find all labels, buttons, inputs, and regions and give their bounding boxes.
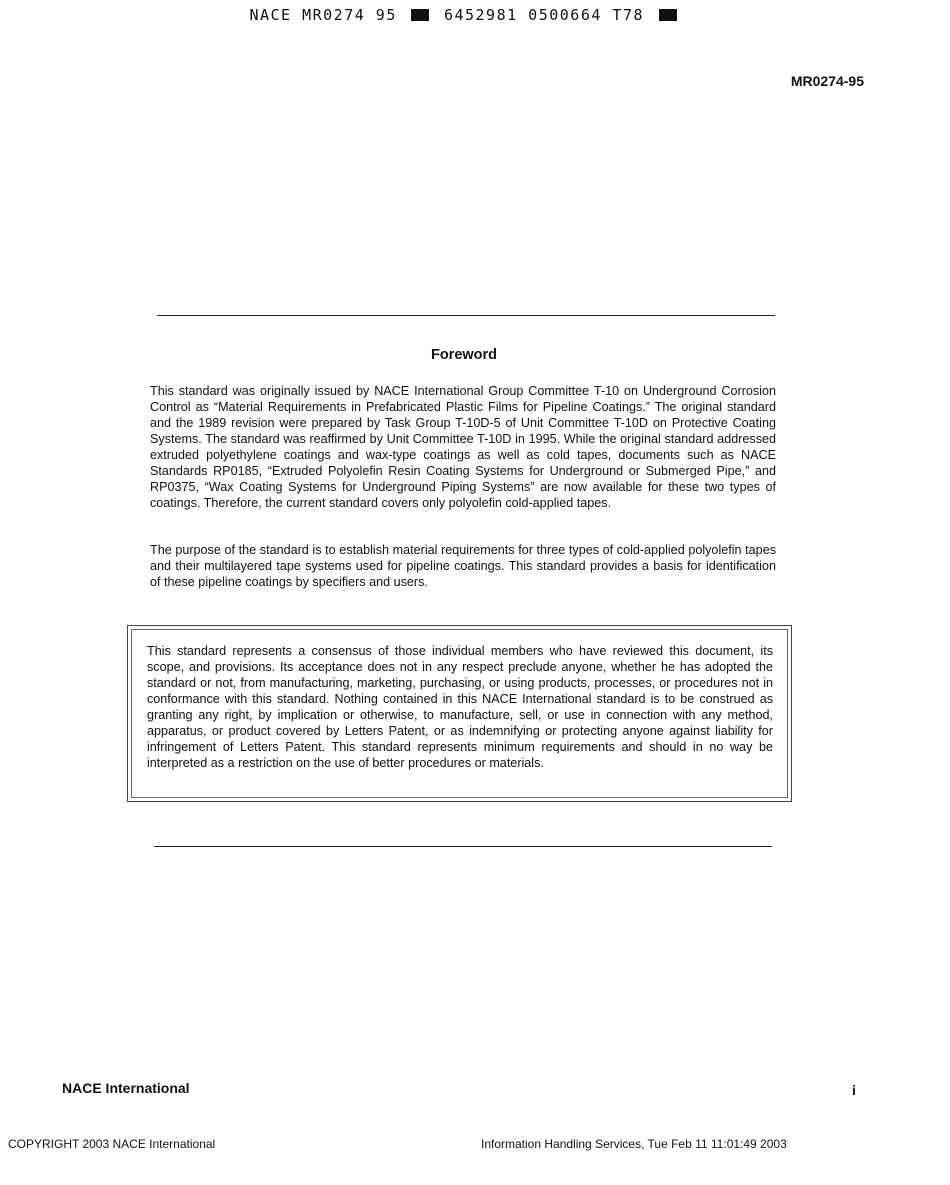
- top-divider: [157, 315, 775, 316]
- footer-organization: NACE International: [62, 1080, 190, 1096]
- page-number: i: [852, 1082, 856, 1098]
- bottom-divider: [154, 846, 772, 847]
- foreword-title: Foreword: [430, 347, 498, 363]
- ihs-timestamp: Information Handling Services, Tue Feb 11 11:01:49 2003: [481, 1137, 787, 1151]
- foreword-paragraph-2: The purpose of the standard is to establish material requirements for three types of cold-applied polyolefin tapes and their multilayered tape systems used for pipeline coatings. This standard provides a basis for identification of these pipeline coatings by specifiers and users.: [150, 543, 776, 589]
- redaction-block: [411, 9, 429, 21]
- scan-header: [0, 6, 930, 24]
- copyright-notice: COPYRIGHT 2003 NACE International: [8, 1137, 216, 1151]
- foreword-paragraph-1: This standard was originally issued by NACE International Group Committee T-10 on Underground Corrosion Control as “Material Requirements in Prefabricated Plastic Films for Pipeline Coatings.” The original standard and the 1989 revision were prepared by Task Group T-10D-5 of Unit Committee T-10D on Protective Coating Systems. The standard was reaffirmed by Unit Committee T-10D in 1995. While the original standard addressed extruded polyethylene coatings and wax-type coatings as well as cold tapes, documents such as NACE Standards RP0185, “Extruded Polyolefin Resin Coating Systems for Underground or Submerged Pipe,” and RP0375, “Wax Coating Systems for Underground Piping Systems” are now available for these two types of coatings. Therefore, the current standard covers only polyolefin cold-applied tapes.: [150, 384, 776, 510]
- redaction-block: [659, 9, 677, 21]
- document-id: MR0274-95: [790, 73, 864, 89]
- scan-header-serial: 6452981 0500664 T78: [443, 6, 645, 24]
- disclaimer-text: This standard represents a consensus of those individual members who have reviewed this document, its scope, and provisions. Its acceptance does not in any respect preclude anyone, whether he has adopted the standard or not, from manufacturing, marketing, purchasing, or using products, processes, or procedures not in conformance with this standard. Nothing contained in this NACE International standard is to be construed as granting any right, by implication or otherwise, to manufacture, sell, or use in connection with any method, apparatus, or product covered by Letters Patent, or as indemnifying or protecting anyone against liability for infringement of Letters Patent. This standard represents minimum requirements and should in no way be interpreted as a restriction on the use of better procedures or materials.: [147, 644, 773, 770]
- scan-header-code: NACE MR0274 95: [249, 6, 397, 24]
- disclaimer-box: [127, 625, 792, 802]
